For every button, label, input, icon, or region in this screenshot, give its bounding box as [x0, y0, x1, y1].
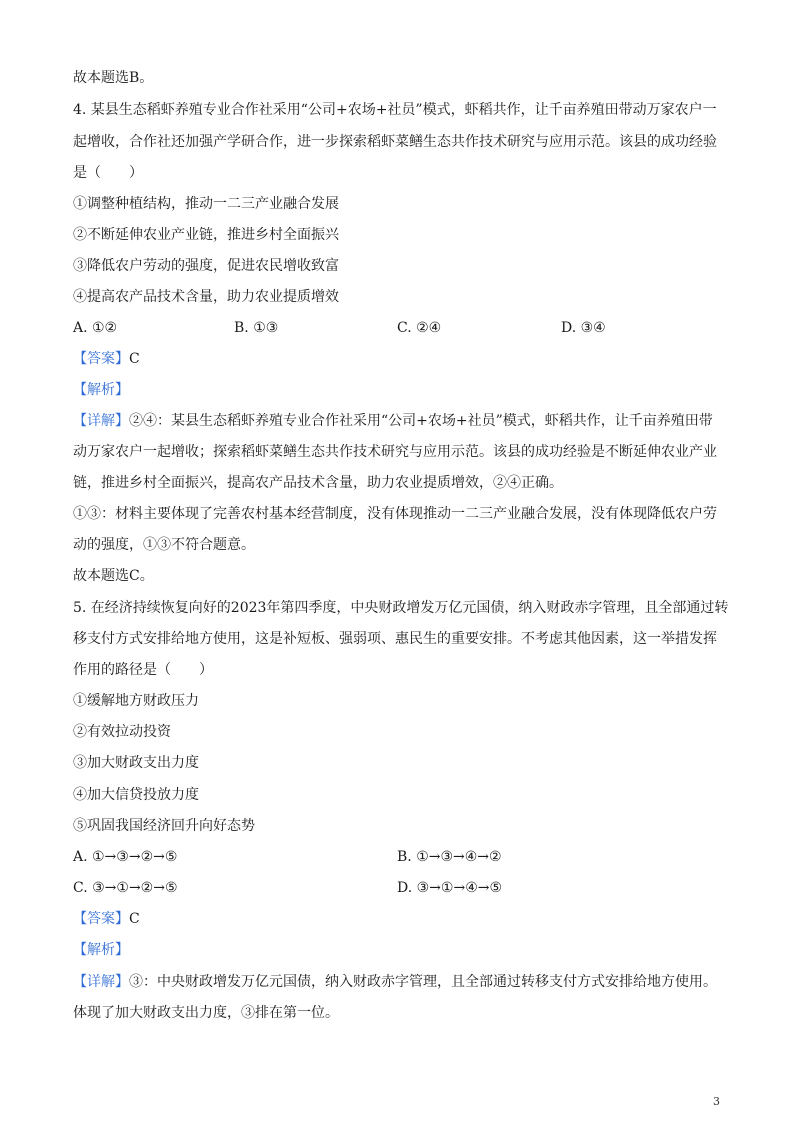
q5-answer-tag: 【答案】 — [73, 911, 129, 927]
q5-analysis-tag: 【解析】 — [73, 942, 129, 958]
q5-option-b: B. ①→③→④→② — [397, 849, 502, 865]
q4-detail-line-2: 动万家农户一起增收；探索稻虾菜鳝生态共作技术研究与应用示范。该县的成功经验是不断延伸农业产业 — [73, 444, 717, 460]
q4-answer-tag: 【答案】 — [73, 351, 129, 367]
q5-item-4: ④加大信贷投放力度 — [73, 787, 199, 803]
q4-option-d: D. ③④ — [561, 320, 606, 336]
q5-answer — [73, 910, 140, 928]
q5-detail-text-1: ③：中央财政增发万亿元国债，纳入财政赤字管理，且全部通过转移支付方式安排给地方使用。 — [129, 974, 717, 990]
q5-stem-line-2: 移支付方式安排给地方使用，这是补短板、强弱项、惠民生的重要安排。不考虑其他因素，这一举措发挥 — [73, 631, 717, 647]
q4-option-b: B. ①③ — [234, 320, 279, 336]
q4-detail-text-1: ②④：某县生态稻虾养殖专业合作社采用“公司+农场+社员”模式，虾稻共作，让千亩养殖田带 — [129, 413, 713, 429]
q5-detail-tag: 【详解】 — [73, 974, 129, 990]
q4-detail-line-4: ①③：材料主要体现了完善农村基本经营制度，没有体现推动一二三产业融合发展，没有体现降低农户劳 — [73, 506, 717, 522]
q4-detail-line-5: 动的强度，①③不符合题意。 — [73, 537, 255, 553]
q4-detail-tag: 【详解】 — [73, 413, 129, 429]
q5-stem-line-1: 5. 在经济持续恢复向好的2023年第四季度，中央财政增发万亿元国债，纳入财政赤字管理，且全部通过转 — [73, 600, 729, 616]
q4-option-c: C. ②④ — [397, 320, 442, 336]
q5-option-d: D. ③→①→④→⑤ — [397, 880, 503, 896]
q4-detail-line-1 — [73, 412, 713, 430]
q5-option-a: A. ①→③→②→⑤ — [73, 849, 178, 865]
q4-stem-line-3: 是（ ） — [73, 165, 143, 181]
q4-answer-value: C — [129, 351, 140, 367]
q5-item-5: ⑤巩固我国经济回升向好态势 — [73, 818, 255, 834]
q4-item-2: ②不断延伸农业产业链，推进乡村全面振兴 — [73, 227, 339, 243]
q4-analysis-tag: 【解析】 — [73, 382, 129, 398]
page-number: 3 — [713, 1095, 720, 1108]
q5-option-c: C. ③→①→②→⑤ — [73, 880, 178, 896]
q4-conclusion: 故本题选C。 — [73, 568, 154, 584]
q5-item-2: ②有效拉动投资 — [73, 724, 171, 740]
prev-conclusion: 故本题选B。 — [73, 70, 154, 86]
q5-item-3: ③加大财政支出力度 — [73, 755, 199, 771]
q5-detail-line-1 — [73, 973, 717, 991]
q4-option-a: A. ①② — [73, 320, 118, 336]
q4-stem-line-1: 4. 某县生态稻虾养殖专业合作社采用“公司+农场+社员”模式，虾稻共作，让千亩养殖田带动万家农户一 — [73, 102, 717, 118]
q5-detail-line-2: 体现了加大财政支出力度，③排在第一位。 — [73, 1005, 339, 1021]
q5-stem-line-3: 作用的路径是（ ） — [73, 662, 213, 678]
q4-detail-line-3: 链，推进乡村全面振兴，提高农产品技术含量，助力农业提质增效，②④正确。 — [73, 475, 563, 491]
q4-item-1: ①调整种植结构，推动一二三产业融合发展 — [73, 196, 339, 212]
q4-item-4: ④提高农产品技术含量，助力农业提质增效 — [73, 289, 339, 305]
q4-stem-line-2: 起增收，合作社还加强产学研合作，进一步探索稻虾菜鳝生态共作技术研究与应用示范。该县的成功经验 — [73, 134, 717, 150]
q5-answer-value: C — [129, 911, 140, 927]
q4-item-3: ③降低农户劳动的强度，促进农民增收致富 — [73, 258, 339, 274]
q5-item-1: ①缓解地方财政压力 — [73, 693, 199, 709]
q4-answer — [73, 350, 140, 368]
